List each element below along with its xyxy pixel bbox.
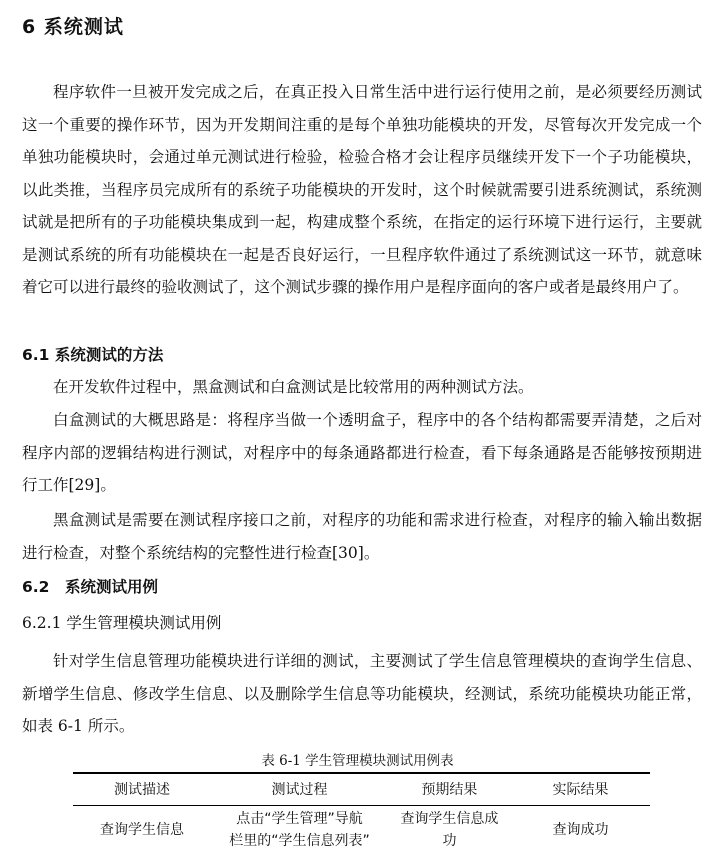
- cell-process-line-2: 栏里的“学生信息列表”: [229, 833, 370, 850]
- intro-paragraph: 程序软件一旦被开发完成之后，在真正投入日常生活中进行运行使用之前，是必须要经历测试这一个重要的操作环节，因为开发期间注重的是每个单独功能模块的开发，尽管每次开发完成一个单独功能模块时，会通过单元测试进行检验，检验合格才会让程序员继续开发下一个子功能模块，以此类推，当程序员完成所有的系统子功能模块的开发时，这个时候就需要引进系统测试，系统测试就是把所有的子功能模块集成到一起，构建成整个系统，在指定的运行环境下进行运行，主要就是测试系统的所有功能模块在一起是否良好运行，一旦程序软件通过了系统测试这一环节，就意味着它可以进行最终的验收测试了，这个测试步骤的操作用户是程序面向的客户或者是最终用户了。: [22, 83, 702, 296]
- section-6-1-heading: 6.1 系统测试的方法: [22, 346, 164, 364]
- cell-description: 查询学生信息: [100, 822, 185, 839]
- table-header-row: [73, 773, 650, 805]
- test-case-table: [73, 772, 650, 855]
- header-test-description: 测试描述: [73, 773, 211, 805]
- section-6-2-heading: 6.2 系统测试用例: [22, 578, 158, 596]
- cell-expected-line-1: 查询学生信息成: [400, 811, 499, 828]
- blackbox-paragraph: 黑盒测试是需要在测试程序接口之前，对程序的功能和需求进行检查，对程序的输入输出数据进行检查，对整个系统结构的完整性进行检查[30]。: [22, 511, 702, 562]
- chapter-title: 6 系统测试: [22, 16, 124, 38]
- header-expected-result: 预期结果: [388, 773, 511, 805]
- cell-expected: [388, 805, 511, 855]
- test-case-paragraph: 针对学生信息管理功能模块进行详细的测试，主要测试了学生信息管理模块的查询学生信息、新增学生信息、修改学生信息、以及删除学生信息等功能模块，经测试，系统功能模块功能正常，如表 6-1 所示。: [22, 652, 702, 735]
- header-actual-result: 实际结果: [511, 773, 650, 805]
- cell-expected-line-2: 功: [442, 833, 457, 850]
- cell-process: [211, 805, 388, 855]
- whitebox-paragraph: 白盒测试的大概思路是：将程序当做一个透明盒子，程序中的各个结构都需要弄清楚，之后对程序内部的逻辑结构进行测试，对程序中的每条通路都进行检查，看下每条通路是否能够按预期进行工作[29]。: [22, 411, 702, 494]
- cell-process-line-1: 点击“学生管理”导航: [236, 811, 363, 828]
- subsection-6-2-1-heading: 6.2.1 学生管理模块测试用例: [22, 614, 222, 632]
- cell-actual: 查询成功: [552, 822, 609, 839]
- table-row: [73, 805, 650, 855]
- methods-paragraph-1: 在开发软件过程中，黑盒测试和白盒测试是比较常用的两种测试方法。: [53, 378, 534, 396]
- header-test-process: 测试过程: [211, 773, 388, 805]
- table-caption: 表 6-1 学生管理模块测试用例表: [261, 753, 454, 769]
